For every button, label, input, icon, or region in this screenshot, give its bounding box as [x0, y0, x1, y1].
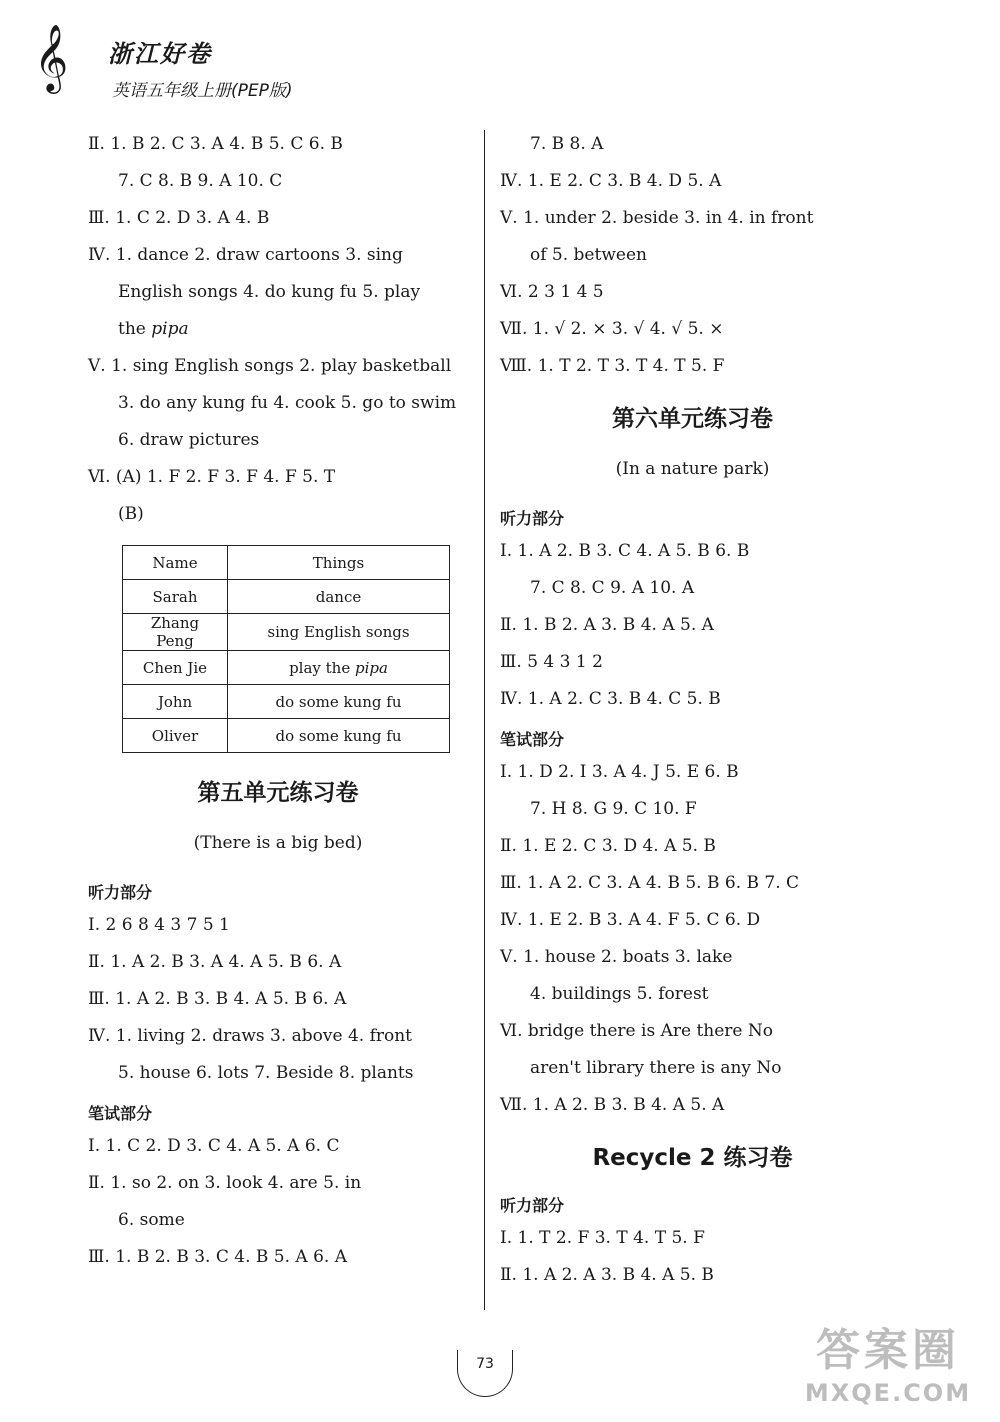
answer-line: Ⅳ. 1. E 2. B 3. A 4. F 5. C 6. D [500, 910, 761, 930]
treble-clef-icon: 𝄞 [34, 23, 69, 91]
left-column [88, 130, 468, 1280]
answer-line: Ⅰ. 1. T 2. F 3. T 4. T 5. F [500, 1228, 705, 1248]
answer-line: 4. buildings 5. forest [530, 984, 709, 1004]
written-heading: 笔试部分 [88, 1104, 153, 1123]
book-subtitle: 英语五年级上册(PEP版) [112, 81, 293, 101]
listening-heading: 听力部分 [88, 883, 153, 902]
answer-line: 7. H 8. G 9. C 10. F [530, 799, 697, 819]
answer-line: Ⅴ. 1. sing English songs 2. play basketball [88, 356, 452, 376]
answer-line: 3. do any kung fu 4. cook 5. go to swim [118, 393, 457, 413]
answer-line: Ⅳ. 1. dance 2. draw cartoons 3. sing [88, 245, 403, 265]
answer-line: Ⅶ. 1. √ 2. × 3. √ 4. √ 5. × [500, 319, 724, 339]
page-number: 73 [455, 1340, 515, 1400]
table-row: Name Things [123, 546, 450, 580]
answer-line: Ⅲ. 1. A 2. B 3. B 4. A 5. B 6. A [88, 989, 347, 1009]
listening-heading: 听力部分 [500, 509, 565, 528]
answer-line: Ⅳ. 1. E 2. C 3. B 4. D 5. A [500, 171, 722, 191]
book-header [30, 23, 350, 108]
answer-line: the pipa [118, 319, 189, 339]
book-title: 浙江好卷 [108, 40, 212, 68]
answer-line: Ⅵ. bridge there is Are there No [500, 1021, 773, 1041]
answer-line: Ⅱ. 1. so 2. on 3. look 4. are 5. in [88, 1173, 362, 1193]
answer-line: 7. B 8. A [530, 134, 604, 154]
column-divider [484, 130, 485, 1310]
answer-line: aren't library there is any No [530, 1058, 782, 1078]
table-row: Chen Jie play the pipa [123, 651, 450, 685]
answer-line: 7. C 8. C 9. A 10. A [530, 578, 695, 598]
answer-line: Ⅲ. 1. C 2. D 3. A 4. B [88, 208, 270, 228]
unit-5-subtitle: (There is a big bed) [193, 833, 363, 853]
answer-line: Ⅱ. 1. E 2. C 3. D 4. A 5. B [500, 836, 716, 856]
table-row: Sarah dance [123, 580, 450, 614]
written-heading: 笔试部分 [500, 730, 565, 749]
answer-line: Ⅲ. 1. A 2. C 3. A 4. B 5. B 6. B 7. C [500, 873, 800, 893]
answer-line: Ⅲ. 1. B 2. B 3. C 4. B 5. A 6. A [88, 1247, 348, 1267]
answer-line: 6. some [118, 1210, 185, 1230]
answer-line: Ⅳ. 1. living 2. draws 3. above 4. front [88, 1026, 413, 1046]
answer-line: Ⅵ. 2 3 1 4 5 [500, 282, 604, 302]
answer-line: Ⅱ. 1. A 2. A 3. B 4. A 5. B [500, 1265, 714, 1285]
answer-line: Ⅷ. 1. T 2. T 3. T 4. T 5. F [500, 356, 725, 376]
answer-line: Ⅱ. 1. A 2. B 3. A 4. A 5. B 6. A [88, 952, 342, 972]
answer-line: English songs 4. do kung fu 5. play [118, 282, 421, 302]
answer-line: 6. draw pictures [118, 430, 260, 450]
answer-line: Ⅴ. 1. house 2. boats 3. lake [500, 947, 733, 967]
answer-line: 7. C 8. B 9. A 10. C [118, 171, 283, 191]
watermark: 答案圈 MXQE.COM [804, 1325, 972, 1407]
answer-line: Ⅰ. 1. C 2. D 3. C 4. A 5. A 6. C [88, 1136, 340, 1156]
answer-line: Ⅴ. 1. under 2. beside 3. in 4. in front [500, 208, 814, 228]
unit-5-title: 第五单元练习卷 [197, 780, 359, 806]
answer-line: Ⅱ. 1. B 2. C 3. A 4. B 5. C 6. B [88, 134, 343, 154]
table-row: John do some kung fu [123, 685, 450, 719]
answer-line: Ⅰ. 1. D 2. I 3. A 4. J 5. E 6. B [500, 762, 739, 782]
answer-line: of 5. between [530, 245, 647, 265]
answer-line: 5. house 6. lots 7. Beside 8. plants [118, 1063, 414, 1083]
answer-line: Ⅰ. 1. A 2. B 3. C 4. A 5. B 6. B [500, 541, 750, 561]
unit-6-title: 第六单元练习卷 [612, 406, 773, 432]
table-row: Oliver do some kung fu [123, 719, 450, 753]
answer-line: Ⅶ. 1. A 2. B 3. B 4. A 5. A [500, 1095, 725, 1115]
answer-line: Ⅵ. (A) 1. F 2. F 3. F 4. F 5. T [88, 467, 336, 487]
name-things-table [122, 545, 450, 753]
listening-heading: 听力部分 [500, 1196, 565, 1215]
unit-6-subtitle: (In a nature park) [615, 459, 770, 479]
right-column [500, 130, 885, 1298]
answer-line: (B) [118, 504, 144, 524]
recycle-2-title: Recycle 2 练习卷 [592, 1145, 793, 1171]
table-row: Zhang Peng sing English songs [123, 614, 450, 651]
answer-line: Ⅳ. 1. A 2. C 3. B 4. C 5. B [500, 689, 721, 709]
answer-line: Ⅲ. 5 4 3 1 2 [500, 652, 603, 672]
answer-line: Ⅱ. 1. B 2. A 3. B 4. A 5. A [500, 615, 714, 635]
answer-line: Ⅰ. 2 6 8 4 3 7 5 1 [88, 915, 230, 935]
